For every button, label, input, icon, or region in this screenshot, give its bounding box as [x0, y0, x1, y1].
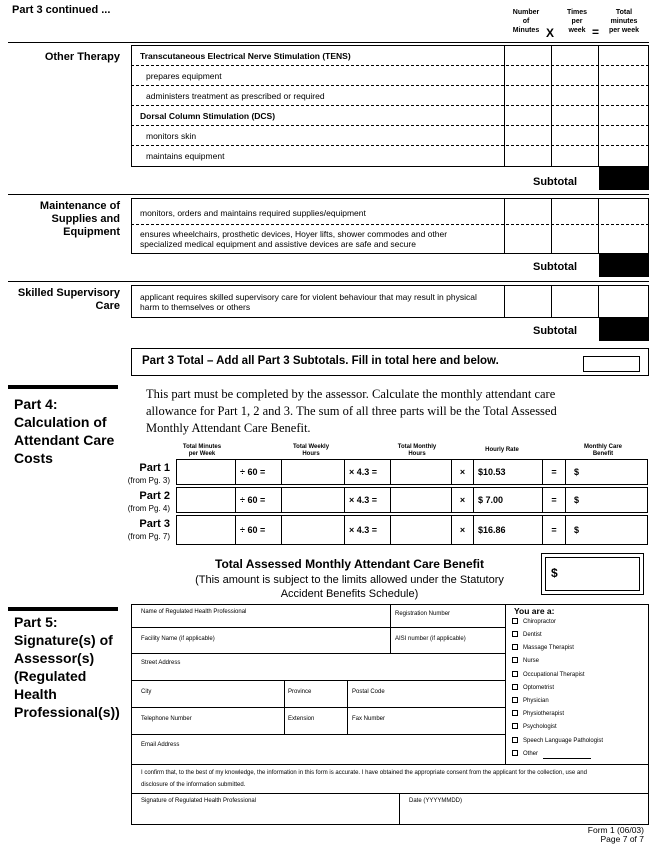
- col-monthly-hours-header: Total Monthly Hours: [397, 444, 437, 457]
- div-op: ÷ 60 =: [235, 459, 282, 485]
- phone-field-label: Telephone Number: [141, 716, 192, 722]
- tens-title: Transcutaneous Electrical Nerve Stimulation (TENS): [140, 51, 351, 61]
- col-divider: [504, 45, 505, 167]
- row-from-label: (from Pg. 7): [127, 532, 170, 541]
- row-divider: [131, 145, 649, 146]
- dcs-title: Dorsal Column Stimulation (DCS): [140, 111, 276, 121]
- supervisory-item: applicant requires skilled supervisory care for violent behaviour that may result in physical: [140, 292, 477, 302]
- facility-field-label: Facility Name (if applicable): [141, 636, 215, 642]
- equals-operator: =: [592, 25, 600, 39]
- total-benefit-inner-border: [545, 557, 640, 591]
- col-total-header: Total minutes per week: [609, 9, 639, 34]
- eq-op: =: [542, 459, 566, 485]
- section-rule: [8, 281, 649, 282]
- checkbox-massage-therapist[interactable]: Massage Therapist: [512, 644, 574, 652]
- confirm-text: disclosure of the information submitted.: [141, 782, 246, 788]
- other-therapy-table: [131, 45, 649, 167]
- form-footer: Form 1 (06/03) Page 7 of 7: [587, 825, 644, 844]
- email-field-label: Email Address: [141, 742, 180, 748]
- weekly-hours-field[interactable]: [281, 515, 345, 545]
- mul-op: × 4.3 =: [344, 459, 391, 485]
- checkbox-nurse[interactable]: Nurse: [512, 657, 539, 665]
- total-benefit-title: Total Assessed Monthly Attendant Care Benefit: [215, 557, 484, 571]
- col-divider: [504, 198, 505, 254]
- col-divider: [390, 604, 391, 653]
- subtotal-label: Subtotal: [533, 261, 577, 273]
- mul-op: × 4.3 =: [344, 515, 391, 545]
- row-part-label: Part 1: [139, 462, 170, 474]
- minutes-field[interactable]: [176, 459, 236, 485]
- facility-field[interactable]: [132, 643, 389, 652]
- x-op: ×: [451, 515, 474, 545]
- checkbox-psychologist[interactable]: Psychologist: [512, 723, 557, 731]
- section-bar: [8, 385, 118, 389]
- checkbox-speech-language-pathologist[interactable]: Speech Language Pathologist: [512, 737, 603, 745]
- col-times-header: Times per week: [566, 9, 588, 34]
- maintenance-item: ensures wheelchairs, prosthetic devices, Hoyer lifts, shower commodes and other: [140, 229, 448, 239]
- col-divider: [505, 604, 506, 764]
- col-divider: [598, 45, 599, 167]
- row-divider: [131, 793, 649, 794]
- div-op: ÷ 60 =: [235, 515, 282, 545]
- col-divider: [284, 680, 285, 734]
- email-field[interactable]: [132, 749, 504, 763]
- other-underline: [543, 758, 591, 759]
- eq-op: =: [542, 487, 566, 513]
- fax-field-label: Fax Number: [352, 716, 386, 722]
- signature-field[interactable]: [132, 806, 398, 824]
- col-divider: [347, 680, 348, 734]
- date-field-label: Date (YYYYMMDD): [409, 798, 463, 804]
- row-divider: [131, 125, 649, 126]
- checkbox-physician[interactable]: Physician: [512, 697, 549, 705]
- benefit-field[interactable]: $: [565, 459, 648, 485]
- row-part-label: Part 2: [139, 490, 170, 502]
- row-from-label: (from Pg. 3): [127, 476, 170, 485]
- row-divider: [131, 734, 505, 735]
- x-op: ×: [451, 459, 474, 485]
- registration-field-label: Registration Number: [395, 611, 451, 617]
- you-are-label: You are a:: [514, 606, 555, 616]
- street-field[interactable]: [132, 667, 504, 679]
- monthly-hours-field[interactable]: [390, 459, 452, 485]
- benefit-field[interactable]: $: [565, 487, 648, 513]
- total-benefit-note: (This amount is subject to the limits allowed under the Statutory Accident Benefits Schedule): [195, 574, 504, 600]
- row-divider: [131, 680, 505, 681]
- signature-field-label: Signature of Regulated Health Professional: [141, 798, 257, 804]
- row-part-label: Part 3: [139, 518, 170, 530]
- row-divider: [131, 65, 649, 66]
- checkbox-dentist[interactable]: Dentist: [512, 631, 542, 639]
- checkbox-chiropractor[interactable]: Chiropractor: [512, 618, 556, 626]
- supervisory-label: Skilled Supervisory Care: [17, 287, 120, 312]
- times-operator: X: [546, 26, 555, 40]
- col-total-minutes-header: Total Minutes per Week: [182, 444, 222, 457]
- weekly-hours-field[interactable]: [281, 487, 345, 513]
- subtotal-label: Subtotal: [533, 176, 577, 188]
- row-divider: [131, 653, 505, 654]
- part5-heading: Part 5: Signature(s) of Assessor(s) (Regulated Health Professional(s)): [14, 614, 120, 720]
- page-continued-title: Part 3 continued ...: [12, 4, 111, 16]
- name-field-label: Name of Regulated Health Professional: [141, 609, 247, 615]
- col-hourly-rate-header: Hourly Rate: [485, 447, 519, 453]
- hourly-rate: $16.86: [473, 515, 543, 545]
- benefit-field[interactable]: $: [565, 515, 648, 545]
- section-bar: [8, 607, 118, 611]
- subtotal-box[interactable]: [599, 318, 649, 341]
- x-op: ×: [451, 487, 474, 513]
- row-divider: [131, 707, 505, 708]
- row-divider: [131, 105, 649, 106]
- part4-intro: This part must be completed by the assessor. Calculate the monthly attendant care allowance for Part 1, 2 and 3. The sum of all three parts will be the Total Assessed Monthly Attendant Care Benefit.: [146, 387, 557, 435]
- monthly-hours-field[interactable]: [390, 515, 452, 545]
- subtotal-box[interactable]: [599, 254, 649, 277]
- mul-op: × 4.3 =: [344, 487, 391, 513]
- extension-field-label: Extension: [288, 716, 315, 722]
- monthly-hours-field[interactable]: [390, 487, 452, 513]
- maintenance-label: Maintenance of Supplies and Equipment: [39, 200, 120, 238]
- maintenance-item: monitors, orders and maintains required supplies/equipment: [140, 208, 366, 218]
- col-monthly-benefit-header: Monthly Care Benefit: [583, 444, 622, 457]
- province-field-label: Province: [288, 689, 312, 695]
- row-from-label: (from Pg. 4): [127, 504, 170, 513]
- minutes-field[interactable]: [176, 487, 236, 513]
- row-divider: [131, 224, 649, 225]
- col-divider: [551, 45, 552, 167]
- col-divider: [504, 285, 505, 318]
- subtotal-box[interactable]: [599, 167, 649, 190]
- row-divider: [131, 627, 505, 628]
- col-divider: [551, 285, 552, 318]
- header-rule: [8, 42, 649, 43]
- subtotal-label: Subtotal: [533, 325, 577, 337]
- part3-total-text: Part 3 Total – Add all Part 3 Subtotals. Fill in total here and below.: [142, 355, 499, 367]
- minutes-field[interactable]: [176, 515, 236, 545]
- total-dollar-sign: $: [551, 566, 558, 580]
- col-weekly-hours-header: Total Weekly Hours: [292, 444, 330, 457]
- checkbox-optometrist[interactable]: Optometrist: [512, 684, 554, 692]
- row-divider: [131, 85, 649, 86]
- supervisory-item: harm to themselves or others: [140, 302, 251, 312]
- confirm-text: I confirm that, to the best of my knowledge, the information in this form is accurate. I have obtained the appropriate consent from the applicant for the collection, use and: [141, 770, 587, 776]
- checkbox-physiotherapist[interactable]: Physiotherapist: [512, 710, 564, 718]
- part3-total-field[interactable]: [583, 356, 640, 372]
- postal-field-label: Postal Code: [352, 689, 385, 695]
- col-divider: [598, 285, 599, 318]
- name-field[interactable]: [132, 616, 389, 626]
- hourly-rate: $ 7.00: [473, 487, 543, 513]
- aisi-field-label: AISI number (if applicable): [395, 636, 466, 642]
- col-divider: [598, 198, 599, 254]
- maintenance-item: specialized medical equipment and assistive devices are safe and secure: [140, 239, 416, 249]
- section-rule: [8, 194, 649, 195]
- tens-item: administers treatment as prescribed or required: [146, 91, 325, 101]
- part4-heading: Part 4: Calculation of Attendant Care Costs: [14, 396, 115, 466]
- weekly-hours-field[interactable]: [281, 459, 345, 485]
- hourly-rate: $10.53: [473, 459, 543, 485]
- other-therapy-label: Other Therapy: [44, 51, 120, 63]
- dcs-item: maintains equipment: [146, 151, 225, 161]
- col-divider: [551, 198, 552, 254]
- date-field[interactable]: [400, 806, 648, 824]
- eq-op: =: [542, 515, 566, 545]
- checkbox-occupational-therapist[interactable]: Occupational Therapist: [512, 671, 585, 679]
- tens-item: prepares equipment: [146, 71, 222, 81]
- dcs-item: monitors skin: [146, 131, 197, 141]
- row-divider: [131, 764, 649, 765]
- div-op: ÷ 60 =: [235, 487, 282, 513]
- checkbox-other[interactable]: Other: [512, 750, 538, 758]
- street-field-label: Street Address: [141, 660, 181, 666]
- col-minutes-header: Number of Minutes: [512, 9, 540, 34]
- city-field-label: City: [141, 689, 152, 695]
